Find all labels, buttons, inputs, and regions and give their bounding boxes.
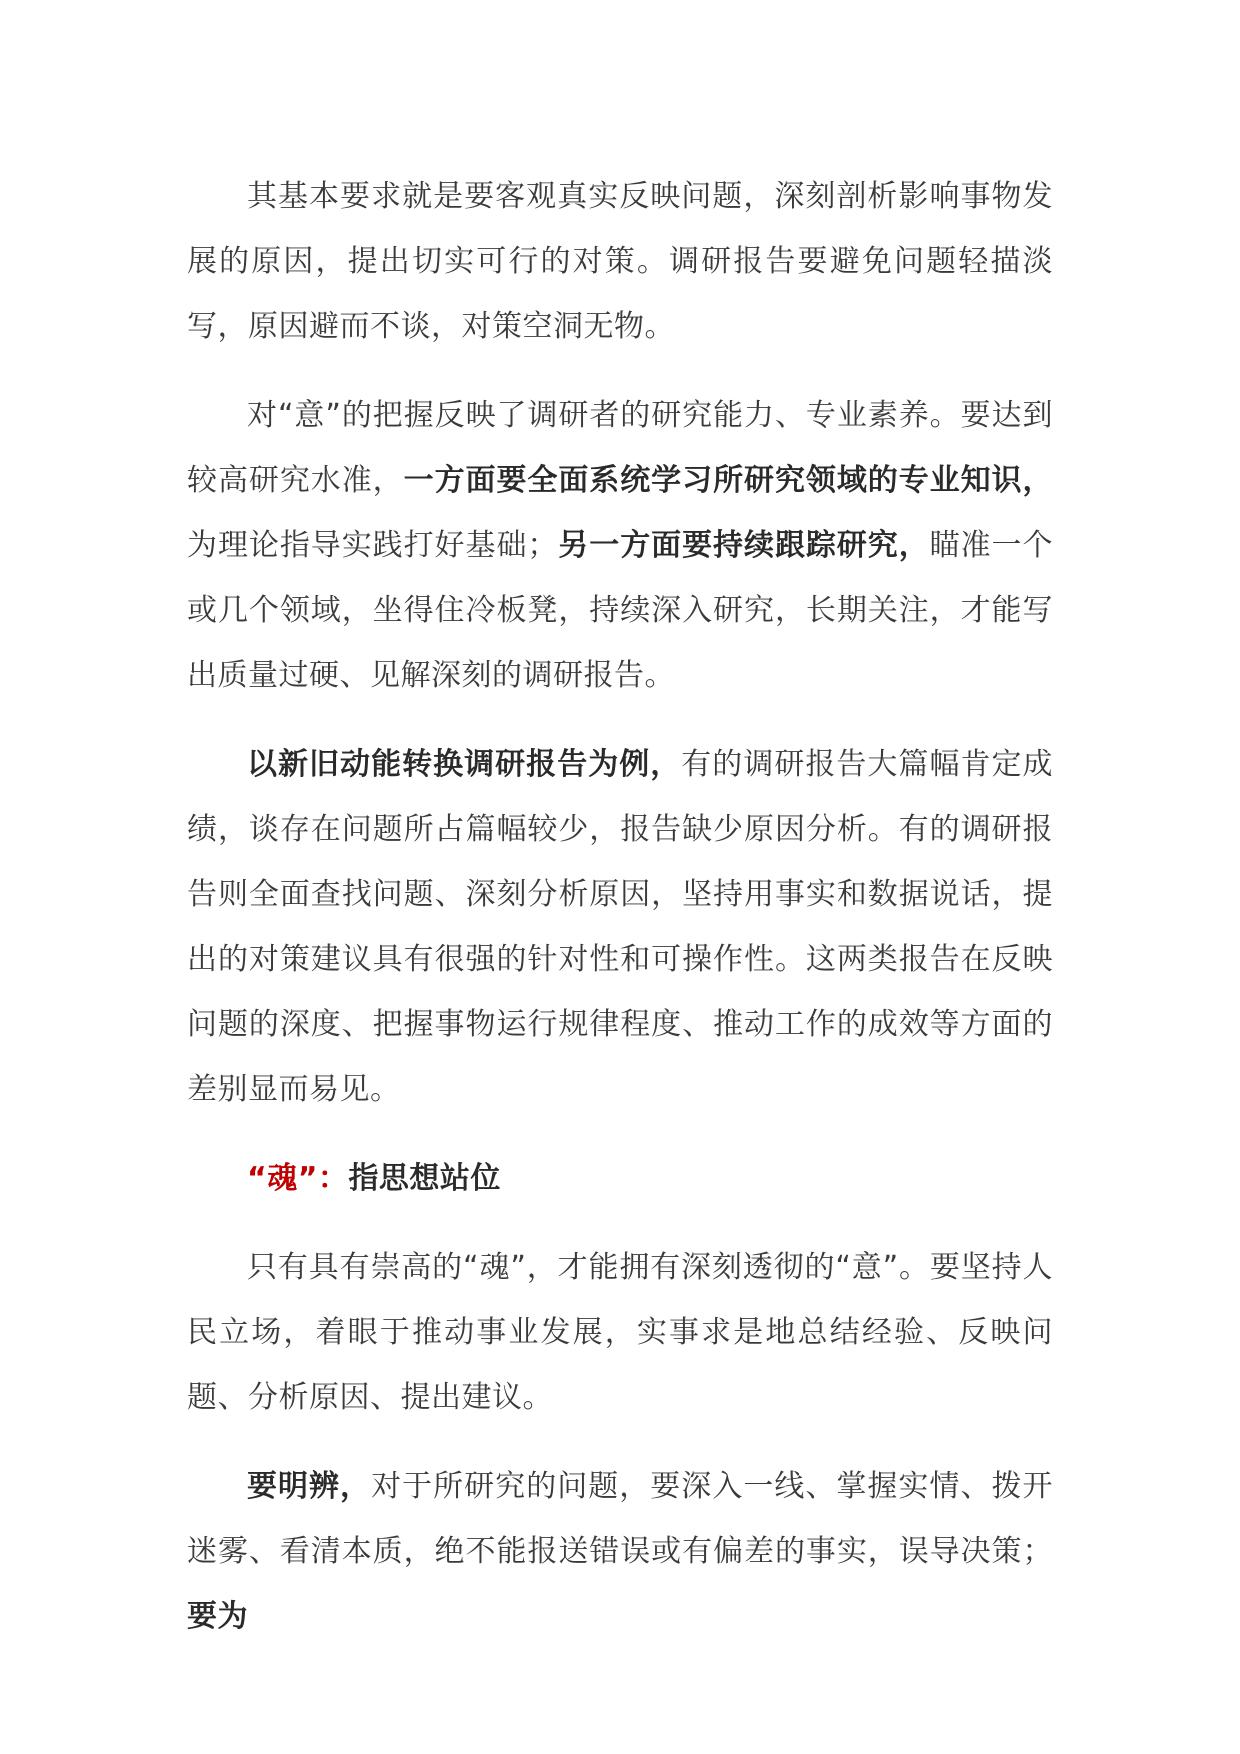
bold-emphasis: 以新旧动能转换调研报告为例， xyxy=(247,747,682,782)
paragraph-text: 为理论指导实践打好基础； xyxy=(187,528,558,563)
paragraph-hun-stance xyxy=(187,1235,1053,1430)
bold-emphasis: 要为 xyxy=(187,1599,248,1634)
paragraph-yi-grasp xyxy=(187,383,1053,708)
bold-emphasis: 另一方面要持续跟踪研究， xyxy=(557,528,930,563)
paragraph-text: 有的调研报告大篇幅肯定成绩，谈存在问题所占篇幅较少，报告缺少原因分析。有的调研报告则全面查找问题、深刻分析原因，坚持用事实和数据说话，提出的对策建议具有很强的针对性和可操作性。这两类报告在反映问题的深度、把握事物运行规律程度、推动工作的成效等方面的差别显而易见。 xyxy=(187,747,1054,1107)
heading-accent: “魂”： xyxy=(247,1161,349,1196)
paragraph-text: 其基本要求就是要客观真实反映问题，深刻剖析影响事物发展的原因，提出切实可行的对策。调研报告要避免问题轻描淡写，原因避而不谈，对策空洞无物。 xyxy=(187,179,1053,344)
paragraph-requirements xyxy=(187,164,1053,359)
paragraph-text: 瞄准一个或几个领域，坐得住冷板凳，持续深入研究，长期关注，才能写出质量过硬、见解深刻的调研报告。 xyxy=(187,528,1054,693)
section-heading xyxy=(187,1146,1053,1211)
bold-emphasis: 一方面要全面系统学习所研究领域的专业知识， xyxy=(403,463,1054,498)
paragraph-text: 对“意”的把握反映了调研者的研究能力、专业素养。要达到较高研究水准， xyxy=(187,398,1053,498)
paragraph-text: 对于所研究的问题，要深入一线、掌握实情、拨开迷雾、看清本质，绝不能报送错误或有偏差的事实，误导决策； xyxy=(187,1469,1054,1569)
document-body xyxy=(187,164,1053,1673)
paragraph-discern xyxy=(187,1454,1053,1649)
paragraph-example xyxy=(187,732,1053,1122)
bold-emphasis: 要明辨， xyxy=(247,1469,372,1504)
paragraph-text: 只有具有崇高的“魂”，才能拥有深刻透彻的“意”。要坚持人民立场，着眼于推动事业发展，实事求是地总结经验、反映问题、分析原因、提出建议。 xyxy=(187,1250,1053,1415)
heading-text: 指思想站位 xyxy=(348,1161,501,1196)
